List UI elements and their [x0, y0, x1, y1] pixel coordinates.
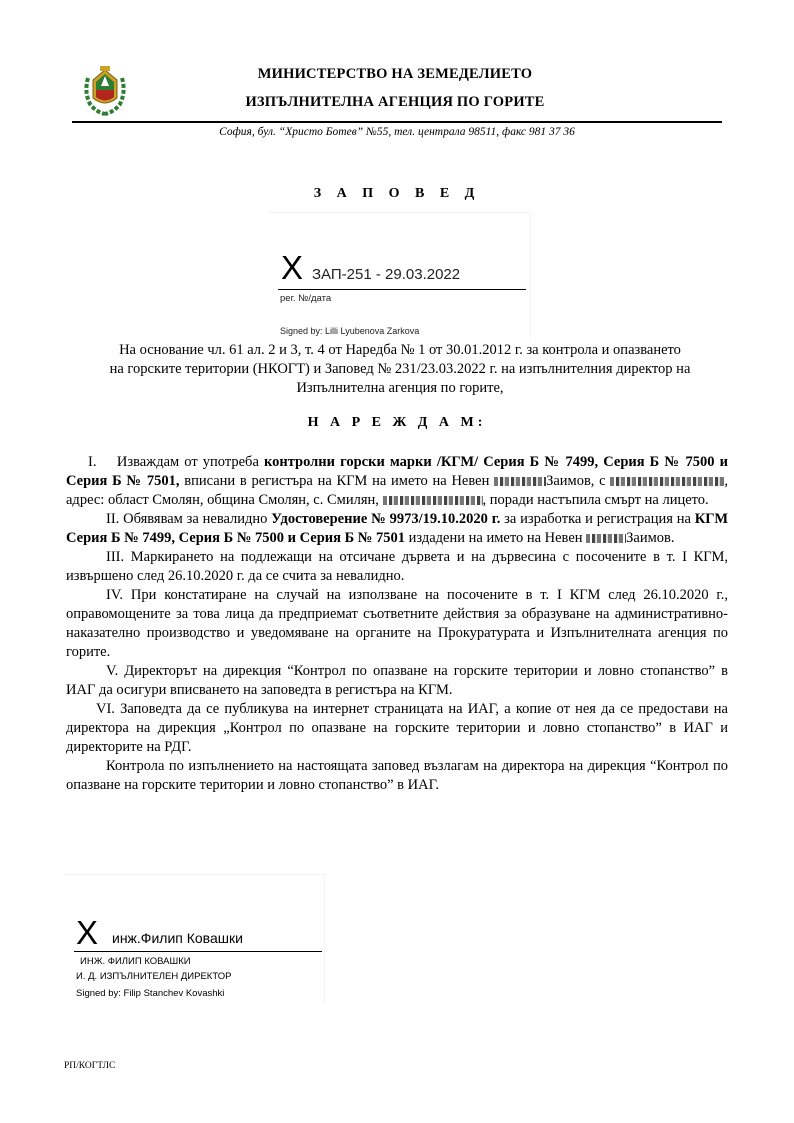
signature-line: [74, 951, 322, 952]
redacted-text: [383, 496, 483, 505]
item-4: IV. При констатиране на случай на използване на посочените в т. I КГМ след 26.10.2020 г., оправомощените за това лица да предприемат съответните действия за образуване на административно-наказателно производство и уведомяване на органите на Прокуратурата и Изпълнителната агенция по горите.: [66, 587, 728, 660]
item-1: I. Изваждам от употреба контролни горски марки /КГМ/ Серия Б № 7499, Серия Б № 7500 и Серия Б № 7501, вписани в регистъра на КГМ на името на Невен Заимов, с , адрес: област Смолян, община Смолян, с. Смилян, , поради настъпила смърт на лицето.: [66, 454, 728, 508]
signature-mark: X: [281, 249, 304, 286]
basis-line-1: На основание чл. 61 ал. 2 и 3, т. 4 от Наредба № 1 от 30.01.2012 г. за контрола и опазването: [119, 342, 681, 358]
signed-by-registration: Signed by: Lilli Lyubenova Zarkova: [280, 326, 420, 336]
basis-line-3: Изпълнителна агенция по горите,: [296, 380, 504, 396]
registration-label: рег. №/дата: [280, 293, 332, 304]
agency-address: София, бул. “Христо Ботев” №55, тел. централа 98511, факс 981 37 36: [219, 126, 575, 138]
order-heading: Н А Р Е Ж Д А М:: [307, 415, 487, 430]
document-title: З А П О В Е Д: [313, 186, 481, 201]
signer-name-caps: ИНЖ. ФИЛИП КОВАШКИ: [80, 956, 191, 967]
order-items: [66, 453, 728, 795]
redacted-text: [610, 477, 724, 486]
forest-agency-emblem-icon: [80, 64, 130, 116]
legal-basis: [72, 341, 728, 398]
signer-title: И. Д. ИЗПЪЛНИТЕЛЕН ДИРЕКТОР: [76, 971, 232, 982]
item-7: Контрола по изпълнението на настоящата заповед възлагам на директора на дирекция “Контрол по опазване на горските територии и ловно стопанство” в ИАГ.: [66, 758, 728, 793]
signature-line: [278, 289, 526, 290]
signature-mark: X: [76, 914, 99, 951]
basis-line-2: на горските територии (НКОГТ) и Заповед № 231/23.03.2022 г. на изпълнителния директор на: [109, 361, 691, 377]
agency-name: ИЗПЪЛНИТЕЛНА АГЕНЦИЯ ПО ГОРИТЕ: [245, 94, 545, 110]
signer-name: инж.Филип Ковашки: [112, 930, 243, 946]
item-2: II. Обявявам за невалидно Удостоверение № 9973/19.10.2020 г. за изработка и регистрация на КГМ Серия Б № 7499, Серия Б № 7500 и Серия Б № 7501 издадени на името на Невен Заимов.: [66, 511, 728, 546]
signed-by-director: Signed by: Filip Stanchev Kovashki: [76, 988, 225, 999]
document-number: ЗАП-251 - 29.03.2022: [312, 266, 461, 283]
item-3: III. Маркирането на подлежащи на отсичане дървета и на дървесина с посочените в т. I КГМ, извършено след 26.10.2020 г. да се счита за невалидно.: [66, 549, 728, 584]
ministry-name: МИНИСТЕРСТВО НА ЗЕМЕДЕЛИЕТО: [257, 66, 533, 82]
item-6: VI. Заповедта да се публикува на интернет страницата на ИАГ, а копие от нея да се предостави на директора на дирекция „Контрол по опазване на горските територии и ловно стопанство” в ИАГ и директорите на РДГ.: [66, 701, 728, 755]
redacted-text: [494, 477, 546, 486]
item-5: V. Директорът на дирекция “Контрол по опазване на горските територии и ловно стопанство” в ИАГ да осигури вписването на заповедта в регистъра на КГМ.: [66, 663, 728, 698]
header-divider: [72, 121, 722, 123]
redacted-text: [586, 534, 626, 543]
footer-code: РП/КОГТЛС: [64, 1061, 116, 1071]
